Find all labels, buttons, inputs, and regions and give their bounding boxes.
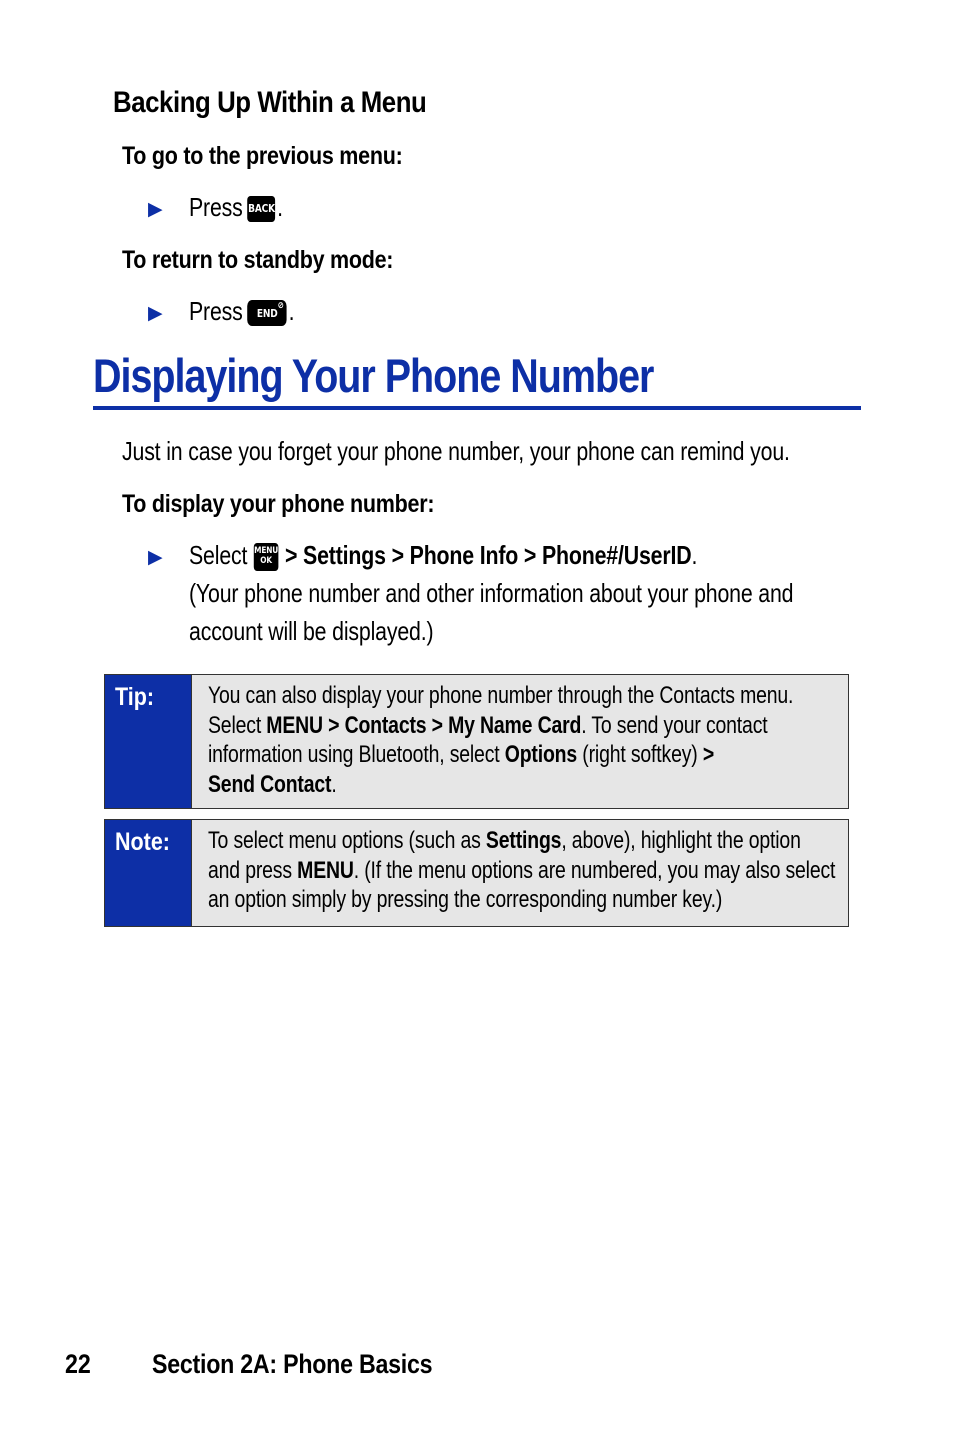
instruction-label-previous-menu: To go to the previous menu:: [122, 142, 403, 170]
step-bullet: [148, 198, 163, 221]
note-body: [208, 826, 835, 915]
menu-key-line1: MENU: [254, 546, 279, 557]
tip-line: Select MENU > Contacts > My Name Card. To send your contact: [208, 711, 768, 739]
tip-label-cell: [105, 675, 192, 808]
end-key-label: END: [256, 307, 278, 321]
triangle-right-icon: ▶: [148, 547, 163, 568]
note-menu: MENU: [297, 856, 354, 884]
back-key-icon: BACK: [248, 196, 276, 222]
tip-box: [104, 674, 849, 809]
tip-body-cell: [192, 675, 848, 808]
step-bullet: [148, 546, 163, 569]
tip-options: Options: [504, 741, 578, 769]
page-number: 22: [65, 1349, 91, 1379]
tip-line: information using Bluetooth, select Options (right softkey) >: [208, 741, 715, 769]
tip-body: [208, 681, 793, 799]
step-text: Press: [189, 192, 243, 222]
tip-send-contact: Send Contact: [208, 770, 332, 798]
instruction-label-standby: To return to standby mode:: [122, 246, 394, 274]
step-bullet: [148, 302, 163, 325]
section-heading: Displaying Your Phone Number: [93, 349, 654, 402]
note-line: and press MENU. (If the menu options are numbered, you may also select: [208, 856, 836, 884]
footer-section-title: Section 2A: Phone Basics: [152, 1349, 433, 1379]
intro-paragraph: Just in case you forget your phone number, your phone can remind you.: [122, 436, 790, 466]
menu-path: > Settings > Phone Info > Phone#/UserID: [284, 540, 692, 570]
tip-menu-path: MENU > Contacts > My Name Card: [266, 711, 582, 739]
step-end: .: [691, 540, 698, 570]
note-line: an option simply by pressing the corresponding number key.): [208, 886, 723, 914]
note-body-cell: [192, 820, 848, 926]
step-detail-line2: account will be displayed.): [189, 616, 434, 646]
step-detail-line1: (Your phone number and other information about your phone and: [189, 578, 794, 608]
note-line: To select menu options (such as Settings, above), highlight the option: [208, 827, 801, 854]
note-box: [104, 819, 849, 927]
instruction-label-display-number: To display your phone number:: [122, 490, 435, 518]
menu-key-line2: OK: [260, 556, 272, 567]
tip-line: You can also display your phone number through the Contacts menu.: [208, 682, 794, 709]
tip-line: Send Contact.: [208, 770, 337, 798]
triangle-right-icon: ▶: [148, 199, 163, 220]
step-select-menu: [189, 540, 697, 571]
step-end: .: [277, 192, 283, 222]
power-symbol: ⊘: [277, 301, 284, 312]
heading-rule: [93, 406, 861, 410]
note-label-cell: [105, 820, 192, 926]
step-text: Select: [189, 540, 248, 570]
step-press-end: [189, 296, 294, 327]
triangle-right-icon: ▶: [148, 303, 163, 324]
tip-label: Tip:: [115, 683, 155, 711]
menu-ok-key-icon: [254, 543, 279, 571]
sub-heading: Backing Up Within a Menu: [113, 86, 427, 119]
end-key-icon: [248, 300, 287, 326]
note-label: Note:: [115, 828, 170, 856]
step-end: .: [288, 296, 295, 326]
step-text: Press: [189, 296, 243, 326]
step-press-back: [189, 192, 283, 223]
note-settings: Settings: [485, 827, 562, 854]
